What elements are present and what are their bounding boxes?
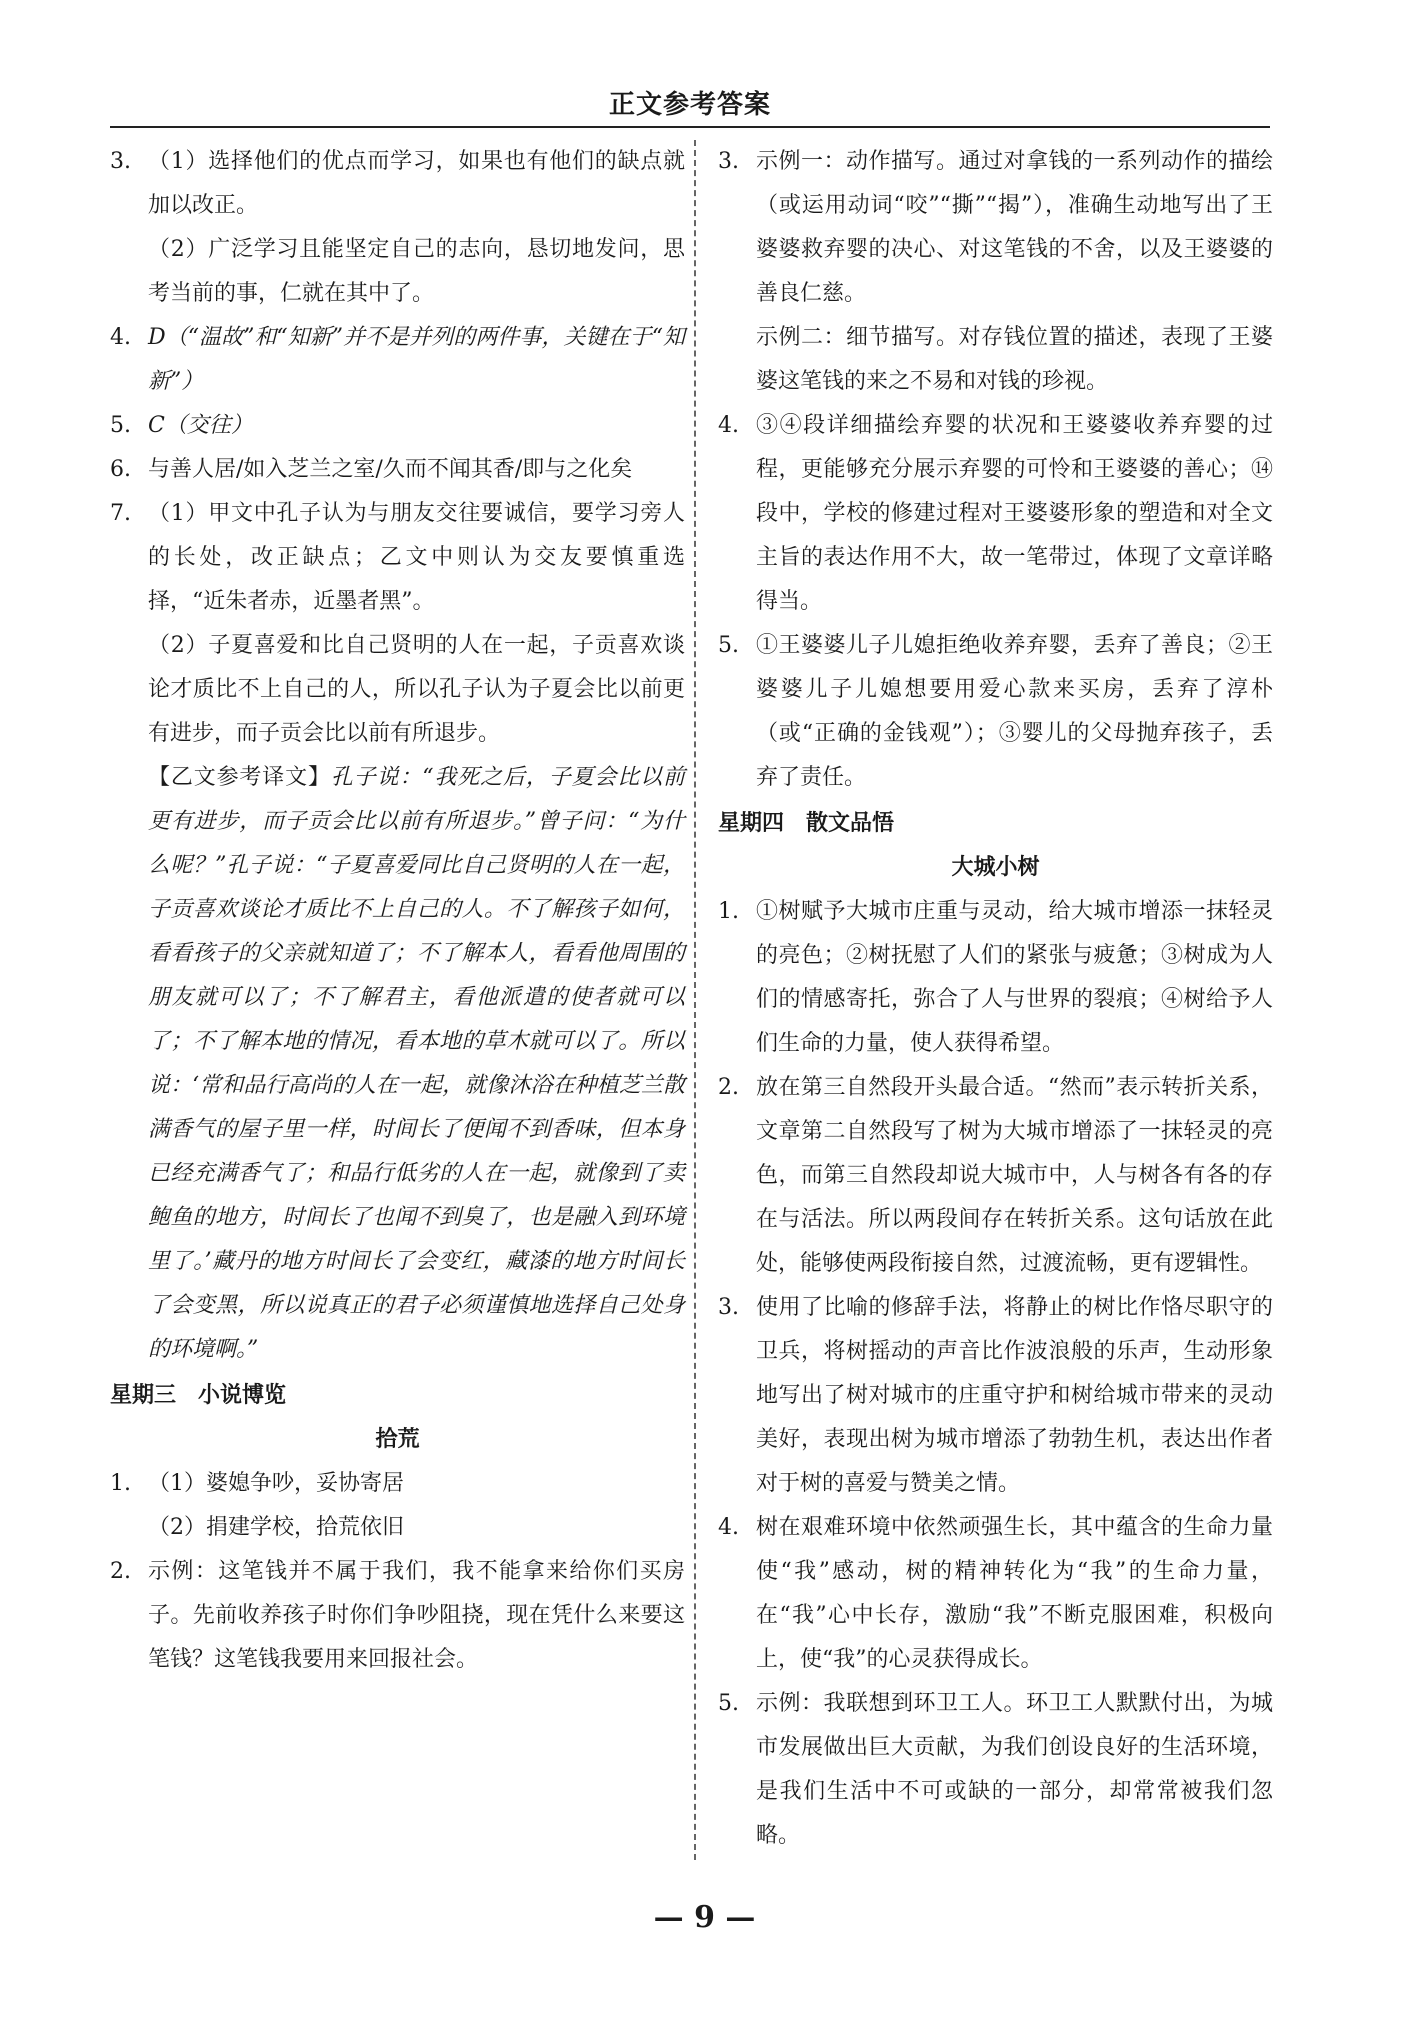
answer-text: ③④段详细描绘弃婴的状况和王婆婆收养弃婴的过程，更能够充分展示弃婴的可怜和王婆婆的善心；⑭段中，学校的修建过程对王婆婆形象的塑造和对全文主旨的表达作用不大，故一笔带过，体现了文章详略得当。: [756, 413, 1273, 614]
footer-dash-left: —: [653, 1900, 695, 1935]
answer-number: 1.: [110, 1471, 131, 1496]
answer-number: 5.: [110, 413, 131, 438]
answer-text: 示例：我联想到环卫工人。环卫工人默默付出，为城市发展做出巨大贡献，为我们创设良好的生活环境，是我们生活中不可或缺的一部分，却常常被我们忽略。: [756, 1691, 1273, 1848]
section-heading-wednesday: 星期三 小说博览: [110, 1383, 287, 1408]
answer-text: 树在艰难环境中依然顽强生长，其中蕴含的生命力量使“我”感动，树的精神转化为“我”的生命力量，在“我”心中长存，激励“我”不断克服困难，积极向上，使“我”的心灵获得成长。: [756, 1515, 1273, 1672]
footer-dash-right: —: [714, 1900, 756, 1935]
story-title: 拾荒: [375, 1427, 420, 1452]
translation-label: 【乙文参考译文】: [148, 765, 331, 790]
answer-number: 7.: [110, 501, 131, 526]
answer-item-e4: [718, 1506, 1273, 1682]
answer-item-e3: [718, 1286, 1273, 1506]
answer-item-3: [110, 140, 685, 228]
answer-item-7: [110, 492, 685, 624]
answer-text: 示例：这笔钱并不属于我们，我不能拿来给你们买房子。先前收养孩子时你们争吵阻挠，现在凭什么来要这笔钱？这笔钱我要用来回报社会。: [148, 1559, 685, 1672]
page-header-title: 正文参考答案: [608, 90, 771, 120]
answer-item-4: [110, 316, 685, 404]
page-footer: [0, 1900, 1409, 1935]
answer-number: 3.: [718, 1295, 739, 1320]
answer-number: 4.: [110, 325, 131, 350]
answer-text: （1）选择他们的优点而学习，如果也有他们的缺点就加以改正。: [148, 149, 685, 218]
answer-subpart: （2）子夏喜爱和比自己贤明的人在一起，子贡喜欢谈论才质比不上自己的人，所以孔子认为子夏会比以前更有进步，而子贡会比以前有所退步。: [148, 633, 685, 746]
left-column: [110, 140, 685, 1682]
header-rule: [110, 126, 1270, 128]
answer-text: ①王婆婆儿子儿媳拒绝收养弃婴，丢弃了善良；②王婆婆儿子儿媳想要用爱心款来买房，丢弃了淳朴（或“正确的金钱观”）；③婴儿的父母抛弃孩子，丢弃了责任。: [756, 633, 1273, 790]
answer-text: 放在第三自然段开头最合适。“然而”表示转折关系，文章第二自然段写了树为大城市增添了一抹轻灵的亮色，而第三自然段却说大城市中，人与树各有各的存在与活法。所以两段间存在转折关系。这句话放在此处，能够使两段衔接自然，过渡流畅，更有逻辑性。: [756, 1075, 1273, 1276]
answer-text: D（“温故”和“知新”并不是并列的两件事，关键在于“知新”）: [148, 325, 685, 394]
answer-text: C（交往）: [148, 413, 253, 438]
answer-item-e2: [718, 1066, 1273, 1286]
answer-text: （1）婆媳争吵，妥协寄居: [148, 1471, 404, 1496]
answer-item-r3: [718, 140, 1273, 316]
answer-number: 5.: [718, 633, 739, 658]
answer-number: 2.: [110, 1559, 131, 1584]
answer-text: （1）甲文中孔子认为与朋友交往要诚信，要学习旁人的长处，改正缺点；乙文中则认为交友要慎重选择，“近朱者赤，近墨者黑”。: [148, 501, 685, 614]
answer-item-s1: [110, 1462, 685, 1506]
answer-number: 5.: [718, 1691, 739, 1716]
section-heading-thursday: 星期四 散文品悟: [718, 811, 895, 836]
answer-text: 使用了比喻的修辞手法，将静止的树比作恪尽职守的卫兵，将树摇动的声音比作波浪般的乐声，生动形象地写出了树对城市的庄重守护和树给城市带来的灵动美好，表现出树为城市增添了勃勃生机，表达出作者对于树的喜爱与赞美之情。: [756, 1295, 1273, 1496]
answer-number: 3.: [110, 149, 131, 174]
answer-subpart: （2）广泛学习且能坚定自己的志向，恳切地发问，思考当前的事，仁就在其中了。: [148, 237, 685, 306]
answer-item-5: [110, 404, 685, 448]
answer-item-r4: [718, 404, 1273, 624]
column-divider: [694, 140, 696, 1860]
answer-number: 4.: [718, 413, 739, 438]
answer-item-r5: [718, 624, 1273, 800]
answer-number: 3.: [718, 149, 739, 174]
answer-number: 4.: [718, 1515, 739, 1540]
answer-text: 示例一：动作描写。通过对拿钱的一系列动作的描绘（或运用动词“咬”“撕”“揭”），准确生动地写出了王婆婆救弃婴的决心、对这笔钱的不舍，以及王婆婆的善良仁慈。: [756, 149, 1273, 306]
answer-item-e5: [718, 1682, 1273, 1858]
answer-subpart: （2）捐建学校，拾荒依旧: [148, 1515, 404, 1540]
answer-item-e1: [718, 890, 1273, 1066]
page-number: 9: [694, 1900, 715, 1935]
translation-text: 孔子说：“我死之后，子夏会比以前更有进步，而子贡会比以前有所退步。”曾子问：“为什么呢？”孔子说：“子夏喜爱同比自己贤明的人在一起，子贡喜欢谈论才质比不上自己的人。不了解孩子如何，看看孩子的父亲就知道了；不了解本人，看看他周围的朋友就可以了；不了解君主，看他派遣的使者就可以了；不了解本地的情况，看本地的草木就可以了。所以说：‘常和品行高尚的人在一起，就像沐浴在种植芝兰散满香气的屋子里一样，时间长了便闻不到香味，但本身已经充满香气了；和品行低劣的人在一起，就像到了卖鲍鱼的地方，时间长了也闻不到臭了，也是融入到环境里了。’藏丹的地方时间长了会变红，藏漆的地方时间长了会变黑，所以说真正的君子必须谨慎地选择自己处身的环境啊。”: [148, 765, 685, 1362]
answer-item-6: [110, 448, 685, 492]
answer-number: 2.: [718, 1075, 739, 1100]
translation-block: [110, 756, 685, 1372]
essay-title: 大城小树: [951, 855, 1040, 880]
answer-number: 1.: [718, 899, 739, 924]
answer-item-s2: [110, 1550, 685, 1682]
answer-subpart: 示例二：细节描写。对存钱位置的描述，表现了王婆婆这笔钱的来之不易和对钱的珍视。: [756, 325, 1273, 394]
answer-number: 6.: [110, 457, 131, 482]
answer-text: ①树赋予大城市庄重与灵动，给大城市增添一抹轻灵的亮色；②树抚慰了人们的紧张与疲惫；③树成为人们的情感寄托，弥合了人与世界的裂痕；④树给予人们生命的力量，使人获得希望。: [756, 899, 1273, 1056]
right-column: [718, 140, 1273, 1858]
answer-text: 与善人居/如入芝兰之室/久而不闻其香/即与之化矣: [148, 457, 633, 482]
